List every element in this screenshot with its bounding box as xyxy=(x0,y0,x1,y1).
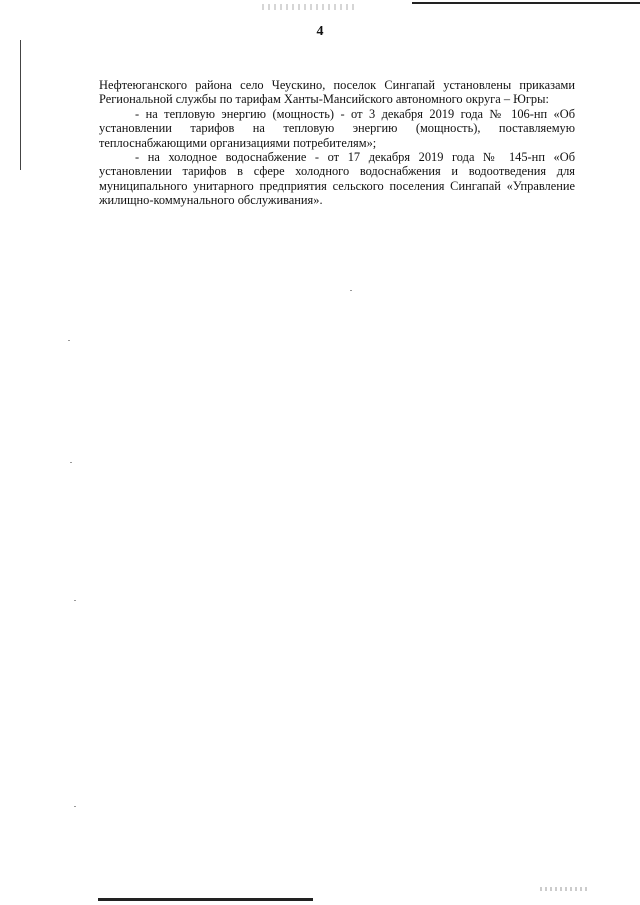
document-body xyxy=(99,78,575,208)
scan-speck xyxy=(70,462,72,463)
paragraph-cold-water: - на холодное водоснабжение - от 17 декабря 2019 года № 145-нп «Об установлении тарифов в сфере холодного водоснабжения и водоотведения для муниципального унитарного предприятия сельского поселения Сингапай «Управление жилищно-коммунального обслуживания». xyxy=(99,150,575,208)
scan-border-bottom xyxy=(98,898,313,901)
paragraph-intro: Нефтеюганского района село Чеускино, поселок Сингапай установлены приказами Региональной службы по тарифам Ханты-Мансийского автономного округа – Югры: xyxy=(99,78,575,107)
scan-border-left xyxy=(20,40,21,170)
scan-smudge-bottom xyxy=(540,887,590,891)
page-number: 4 xyxy=(316,24,324,39)
scan-smudge-top xyxy=(262,4,358,10)
paragraph-heat-energy: - на тепловую энергию (мощность) - от 3 декабря 2019 года № 106-нп «Об установлении тарифов на тепловую энергию (мощность), поставляемую теплоснабжающими организациями потребителям»; xyxy=(99,106,575,150)
scan-border-top xyxy=(412,2,640,4)
scan-speck xyxy=(74,806,76,807)
scan-speck xyxy=(350,290,352,291)
scan-speck xyxy=(74,600,76,601)
scan-speck xyxy=(68,340,70,341)
